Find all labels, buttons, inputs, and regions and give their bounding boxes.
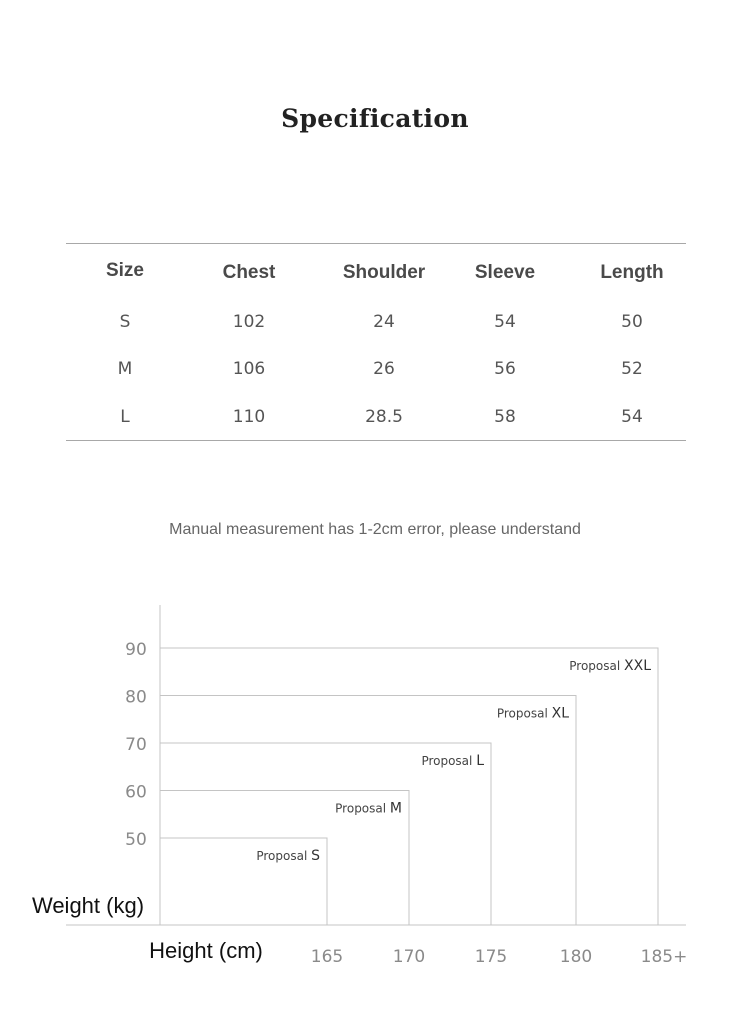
y-axis-title: Weight (kg) bbox=[31, 893, 145, 918]
proposal-label-l: Proposal L bbox=[421, 753, 484, 769]
proposal-label-s: Proposal S bbox=[256, 848, 320, 864]
table-top-rule bbox=[66, 243, 686, 244]
table-header-chest: Chest bbox=[222, 262, 276, 283]
y-tick-label: 70 bbox=[125, 735, 147, 755]
y-tick-label: 50 bbox=[125, 830, 147, 850]
x-tick-label: 170 bbox=[392, 947, 426, 967]
page-title: Specification bbox=[281, 104, 469, 133]
y-tick-label: 60 bbox=[125, 782, 147, 803]
size-chart bbox=[0, 590, 750, 990]
table-header-length: Length bbox=[600, 262, 664, 283]
table-header-size: Size bbox=[105, 260, 145, 281]
x-tick-label: 185+ bbox=[640, 947, 688, 967]
table-cell: 54 bbox=[621, 407, 643, 427]
region-l bbox=[160, 743, 491, 925]
table-cell: 54 bbox=[494, 312, 516, 332]
y-tick-label: 80 bbox=[125, 687, 147, 708]
table-cell: L bbox=[120, 407, 130, 427]
table-bottom-rule bbox=[66, 440, 686, 441]
measurement-note: Manual measurement has 1-2cm error, please understand bbox=[169, 521, 581, 538]
table-cell: 28.5 bbox=[365, 407, 403, 427]
table-cell: S bbox=[119, 312, 131, 332]
table-cell: 110 bbox=[232, 407, 266, 427]
table-cell: 26 bbox=[373, 359, 395, 379]
proposal-label-m: Proposal M bbox=[335, 800, 402, 817]
table-cell: 106 bbox=[232, 359, 266, 379]
table-cell: 102 bbox=[232, 312, 266, 332]
proposal-label-xxl: Proposal XXL bbox=[569, 658, 651, 674]
table-cell: 52 bbox=[621, 359, 643, 379]
table-header-shoulder: Shoulder bbox=[342, 262, 426, 283]
y-tick-label: 90 bbox=[125, 640, 147, 660]
x-tick-label: 165 bbox=[310, 947, 344, 967]
table-cell: 58 bbox=[494, 407, 516, 427]
x-tick-label: 175 bbox=[474, 947, 508, 967]
x-tick-label: 180 bbox=[559, 947, 593, 967]
proposal-label-xl: Proposal XL bbox=[496, 705, 569, 722]
table-cell: 24 bbox=[373, 312, 395, 332]
table-cell: 56 bbox=[494, 359, 516, 379]
table-cell: 50 bbox=[621, 312, 643, 332]
table-header-sleeve: Sleeve bbox=[474, 262, 536, 283]
x-axis-title: Height (cm) bbox=[149, 938, 263, 963]
table-cell: M bbox=[117, 359, 133, 379]
